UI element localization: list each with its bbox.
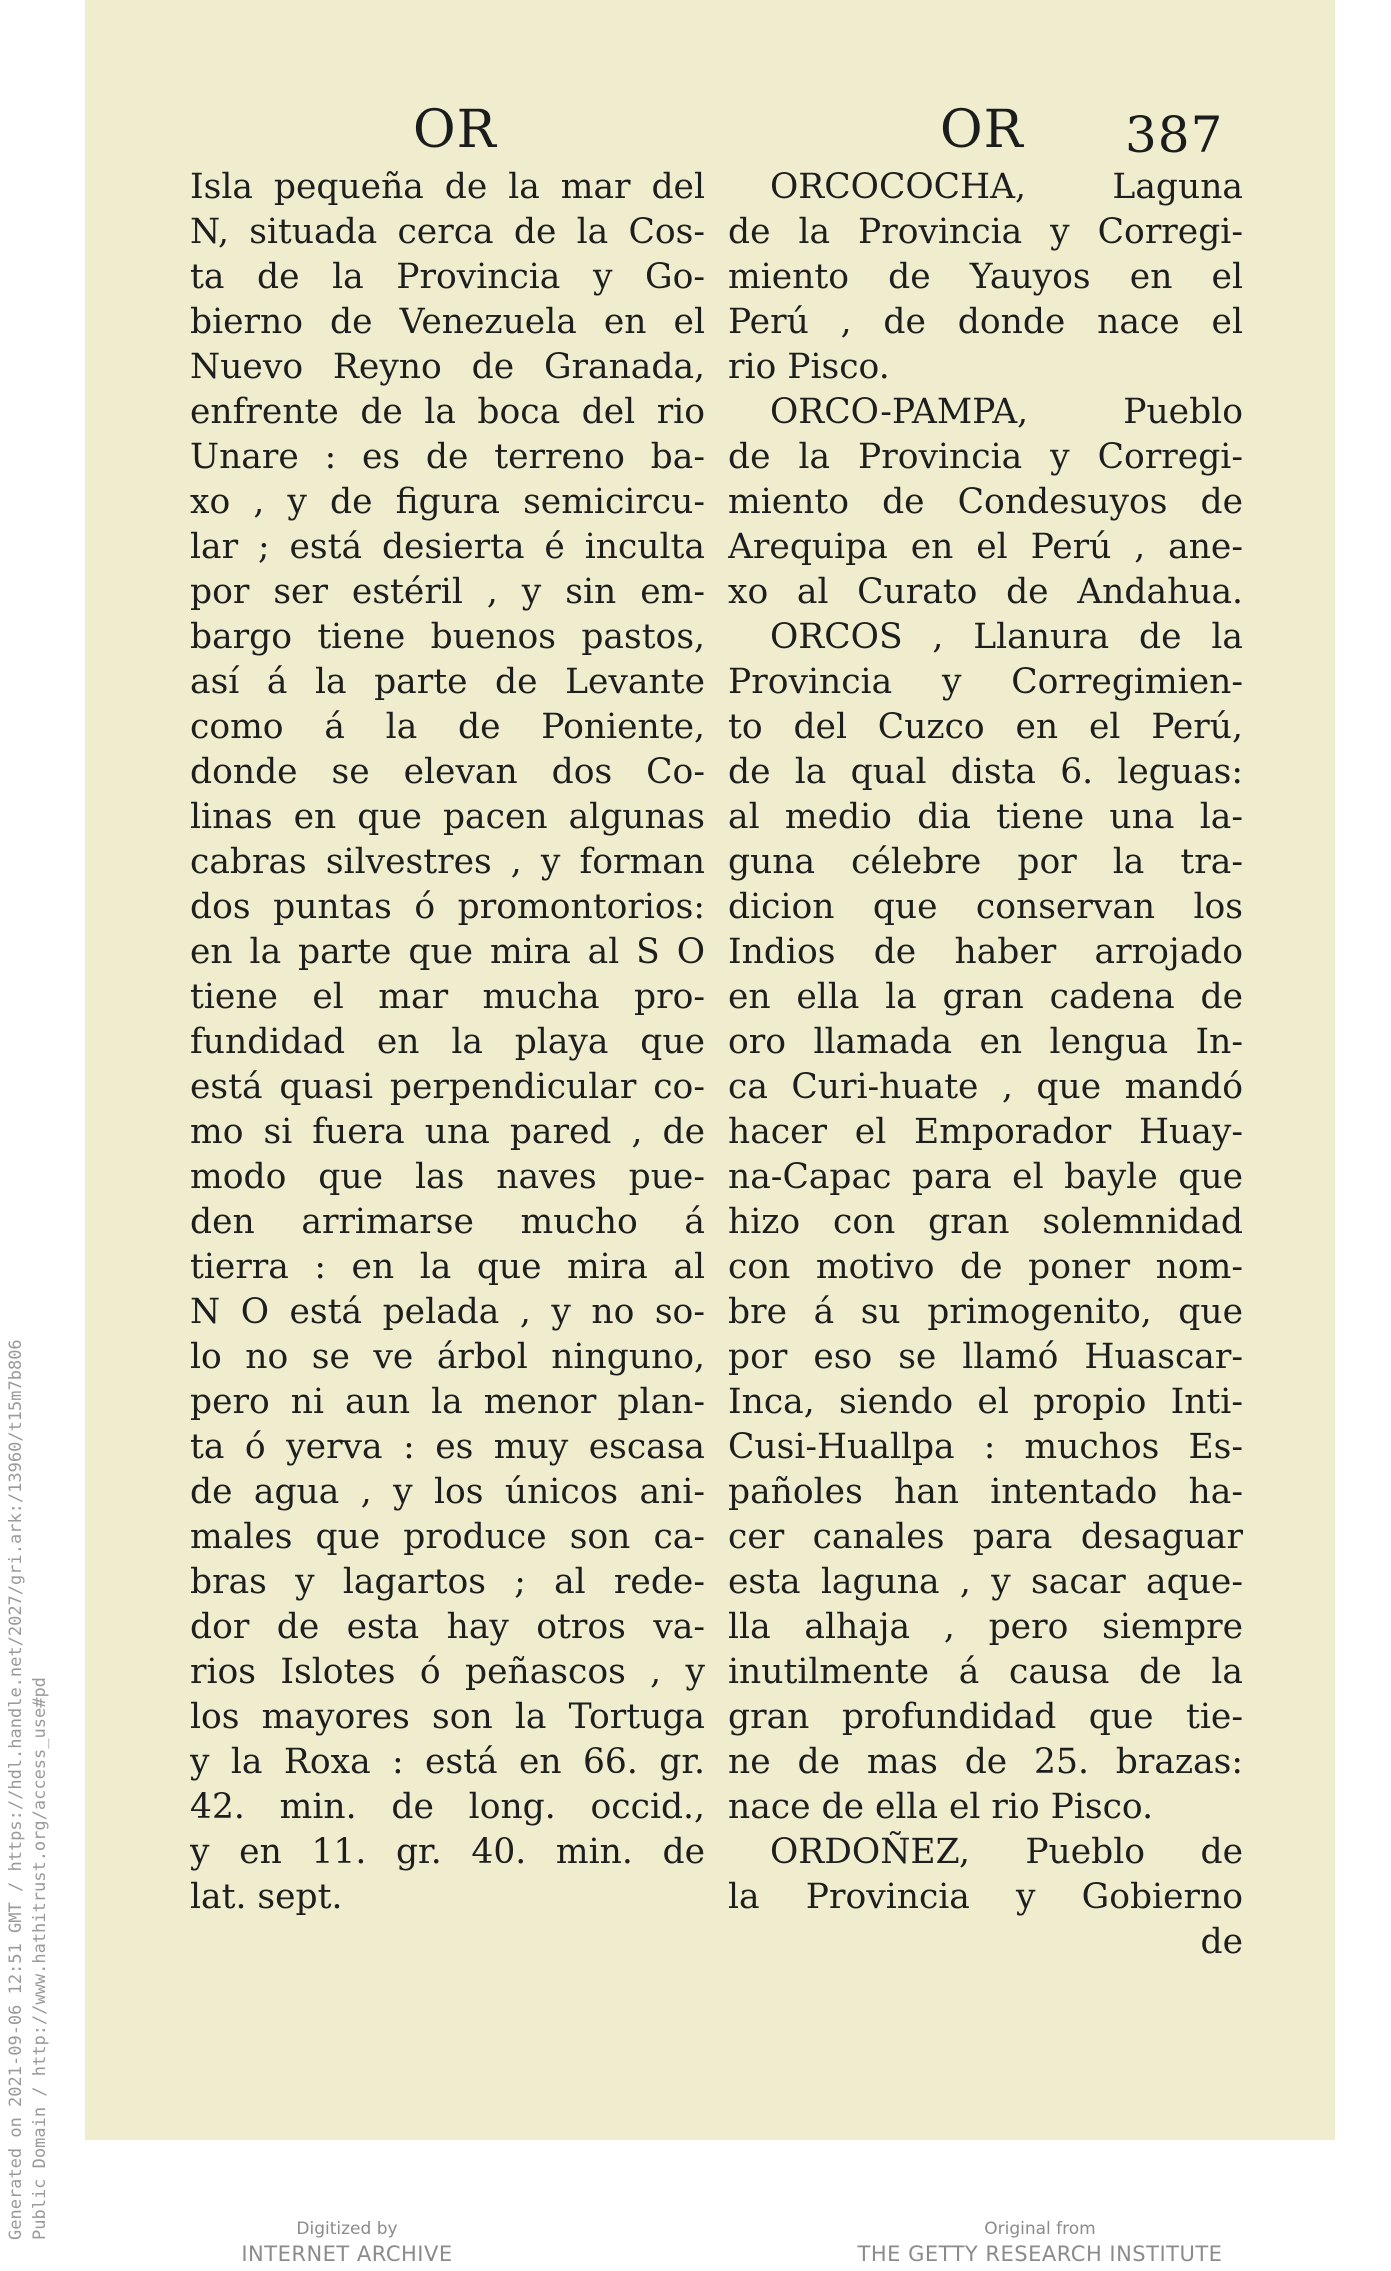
original-from-credit [850,2218,1230,2268]
text-line: en ella la gran cadena de [728,977,1243,1017]
text-line: y la Roxa : está en 66. gr. [190,1742,705,1782]
text-line: guna célebre por la tra- [728,842,1243,882]
text-line: Perú , de donde nace el [728,302,1243,342]
text-line: de la Provincia y Corregi- [728,437,1243,477]
text-line: lla alhaja , pero siempre [728,1607,1243,1647]
text-line: rios Islotes ó peñascos , y [190,1652,705,1692]
text-line: bras y lagartos ; al rede- [190,1562,705,1602]
text-line: de la Provincia y Corregi- [728,212,1243,252]
text-line: linas en que pacen algunas [190,797,705,837]
text-line: ne de mas de 25. brazas: [728,1742,1243,1782]
text-line: está quasi perpendicular co- [190,1067,705,1107]
getty-institute-label: THE GETTY RESEARCH INSTITUTE [857,2242,1223,2266]
text-line: fundidad en la playa que [190,1022,705,1062]
digitized-by-credit [212,2218,482,2268]
text-line: ca Curi-huate , que mandó [728,1067,1243,1107]
text-line: cer canales para desaguar [728,1517,1243,1557]
text-line: de la qual dista 6. leguas: [728,752,1243,792]
entry-heading-line: ORCO-PAMPA, Pueblo [770,392,1243,432]
text-line: Isla pequeña de la mar del [190,167,705,207]
text-line: mo si fuera una pared , de [190,1112,705,1152]
text-line: Arequipa en el Perú , ane- [728,527,1243,567]
text-line: pero ni aun la menor plan- [190,1382,705,1422]
text-line: Nuevo Reyno de Granada, [190,347,705,387]
entry-heading-line: ORCOCOCHA, Laguna [770,167,1243,207]
page-number: 387 [1125,106,1224,164]
text-line: ta ó yerva : es muy escasa [190,1427,705,1467]
text-line: al medio dia tiene una la- [728,797,1243,837]
text-line: los mayores son la Tortuga [190,1697,705,1737]
text-line: como á la de Poniente, [190,707,705,747]
text-line: miento de Yauyos en el [728,257,1243,297]
text-line: oro llamada en lengua In- [728,1022,1243,1062]
text-line: bre á su primogenito, que [728,1292,1243,1332]
text-line: tiene el mar mucha pro- [190,977,705,1017]
text-line: gran profundidad que tie- [728,1697,1243,1737]
text-line: por ser estéril , y sin em- [190,572,705,612]
text-line: to del Cuzco en el Perú, [728,707,1243,747]
text-line: den arrimarse mucho á [190,1202,705,1242]
watermark-line-rights: Public Domain / http://www.hathitrust.org/access_use#pd [30,1677,50,2240]
text-line: rio Pisco. [728,347,890,387]
text-line: dor de esta hay otros va- [190,1607,705,1647]
text-line: males que produce son ca- [190,1517,705,1557]
running-head-right: OR [940,100,1024,160]
text-line: así á la parte de Levante [190,662,705,702]
text-line: esta laguna , y sacar aque- [728,1562,1243,1602]
text-line: lat. sept. [190,1877,343,1917]
page-gutter [1335,0,1389,2140]
text-line: 42. min. de long. occid., [190,1787,705,1827]
text-line: miento de Condesuyos de [728,482,1243,522]
running-head-left: OR [413,100,497,160]
text-line: cabras silvestres , y forman [190,842,705,882]
text-line: donde se elevan dos Co- [190,752,705,792]
text-line: tierra : en la que mira al [190,1247,705,1287]
text-line: ta de la Provincia y Go- [190,257,705,297]
text-line: Cusi-Huallpa : muchos Es- [728,1427,1243,1467]
text-line: Inca, siendo el propio Inti- [728,1382,1243,1422]
text-line: hizo con gran solemnidad [728,1202,1243,1242]
text-line: hacer el Emporador Huay- [728,1112,1243,1152]
text-line: lar ; está desierta é inculta [190,527,705,567]
original-from-label: Original from [984,2219,1096,2239]
text-line: N O está pelada , y no so- [190,1292,705,1332]
text-line: nace de ella el rio Pisco. [728,1787,1154,1827]
text-line: xo , y de figura semicircu- [190,482,705,522]
text-line: Provincia y Corregimien- [728,662,1243,702]
text-line: con motivo de poner nom- [728,1247,1243,1287]
entry-heading-line: ORCOS , Llanura de la [770,617,1243,657]
text-line: pañoles han intentado ha- [728,1472,1243,1512]
text-line: de [1200,1922,1243,1962]
text-line: bierno de Venezuela en el [190,302,705,342]
text-line: inutilmente á causa de la [728,1652,1243,1692]
text-line: Unare : es de terreno ba- [190,437,705,477]
text-line: dos puntas ó promontorios: [190,887,705,927]
text-line: de agua , y los únicos ani- [190,1472,705,1512]
text-line: xo al Curato de Andahua. [728,572,1243,612]
text-line: y en 11. gr. 40. min. de [190,1832,705,1872]
text-line: la Provincia y Gobierno [728,1877,1243,1917]
watermark-line-generated: Generated on 2021-09-06 12:51 GMT / https://hdl.handle.net/2027/gri.ark:/13960/t15m7b806 [6,1339,26,2240]
left-text-column [190,165,705,1920]
text-line: enfrente de la boca del rio [190,392,705,432]
text-line: N, situada cerca de la Cos- [190,212,705,252]
text-line: por eso se llamó Huascar- [728,1337,1243,1377]
text-line: en la parte que mira al S O [190,932,705,972]
text-line: lo no se ve árbol ninguno, [190,1337,705,1377]
right-text-column [728,165,1243,1965]
text-line: dicion que conservan los [728,887,1243,927]
text-line: na-Capac para el bayle que [728,1157,1243,1197]
text-line: Indios de haber arrojado [728,932,1243,972]
internet-archive-label: INTERNET ARCHIVE [241,2242,453,2266]
digitized-by-label: Digitized by [296,2219,398,2239]
hathitrust-watermark [4,1339,52,2240]
entry-heading-line: ORDOÑEZ, Pueblo de [770,1832,1243,1872]
text-line: modo que las naves pue- [190,1157,705,1197]
text-line: bargo tiene buenos pastos, [190,617,705,657]
